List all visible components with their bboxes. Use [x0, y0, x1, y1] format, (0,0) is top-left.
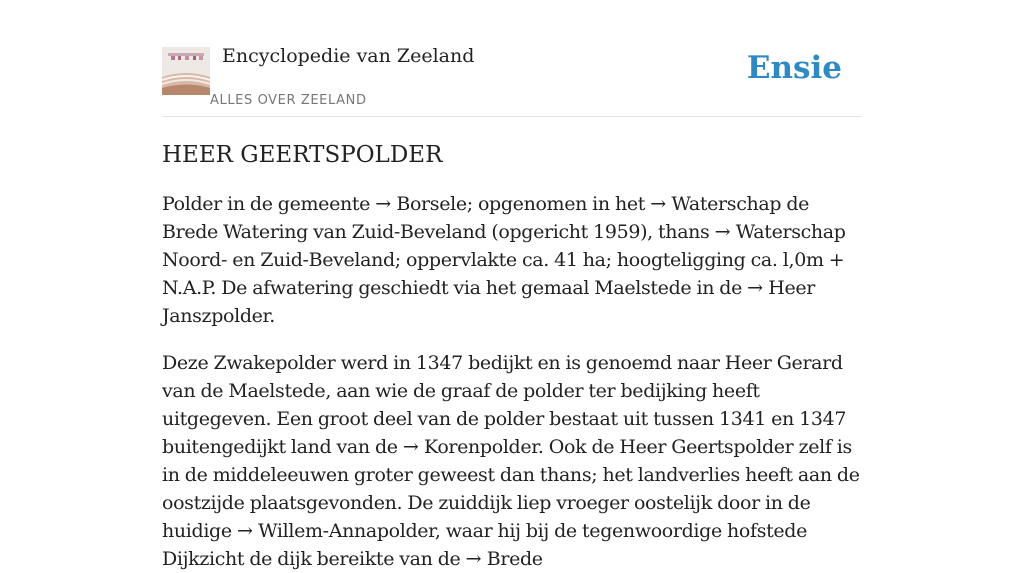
- paragraph-text: ; oppervlakte ca. 41 ha; hoogteligging ca. l,0m + N.A.P. De afwatering geschiedt via het gemaal Maelstede in de: [162, 249, 845, 299]
- site-avatar-icon[interactable]: [162, 47, 210, 95]
- arrow-right-icon: →: [236, 520, 253, 542]
- paragraph-text: Polder in de gemeente: [162, 193, 376, 215]
- xref-link-willem-annapolder[interactable]: [237, 520, 435, 542]
- site-tagline: ALLES OVER ZEELAND: [210, 93, 367, 108]
- arrow-right-icon: →: [375, 193, 392, 215]
- site-header: [162, 0, 862, 117]
- xref-link-brede[interactable]: [466, 548, 543, 570]
- xref-label: Brede: [486, 548, 543, 570]
- paragraph-text: . Ook de Heer Geertspolder zelf is in de middeleeuwen groter geweest dan thans; het landverlies heeft aan de oostzijde plaatsgevonden. De zuiddijk liep vroeger oostelijk door in de huidige: [162, 436, 860, 542]
- paragraph-text: ; opgenomen in het: [466, 193, 651, 215]
- arrow-right-icon: →: [714, 221, 731, 243]
- arrow-right-icon: →: [650, 193, 667, 215]
- article-paragraph-2: [162, 349, 862, 573]
- paragraph-text: .: [269, 305, 275, 327]
- xref-link-korenpolder[interactable]: [403, 436, 538, 458]
- xref-label: Waterschap de Brede Watering van Zuid-Beveland: [162, 193, 810, 243]
- arrow-right-icon: →: [747, 277, 764, 299]
- arrow-right-icon: →: [465, 548, 482, 570]
- paragraph-text: , waar hij bij de tegenwoordige hofstede Dijkzicht de dijk bereikte van de: [162, 520, 807, 570]
- book-image-icon: [162, 47, 210, 95]
- article-title: HEER GEERTSPOLDER: [162, 142, 443, 168]
- paragraph-text: Deze Zwakepolder werd in 1347 bedijkt en is genoemd naar Heer Gerard van de Maelstede, aan wie de graaf de polder ter bedijking heeft uitgegeven. Een groot deel van de polder bestaat uit tussen 1341 en 1347 buitengedijkt land van de: [162, 352, 847, 458]
- paragraph-text: (opgericht 1959), thans: [486, 221, 715, 243]
- xref-label: Willem-Annapolder: [258, 520, 435, 542]
- article-paragraph-1: [162, 190, 862, 330]
- ensie-logo-link[interactable]: Ensie: [746, 50, 842, 86]
- article: [162, 140, 862, 573]
- site-title-link[interactable]: Encyclopedie van Zeeland: [222, 45, 475, 67]
- xref-label: Waterschap Noord- en Zuid-Beveland: [162, 221, 846, 271]
- xref-label: Korenpolder: [423, 436, 538, 458]
- xref-label: Heer Janszpolder: [162, 277, 816, 327]
- xref-link-borsele[interactable]: [375, 193, 466, 215]
- xref-label: Borsele: [396, 193, 467, 215]
- arrow-right-icon: →: [402, 436, 419, 458]
